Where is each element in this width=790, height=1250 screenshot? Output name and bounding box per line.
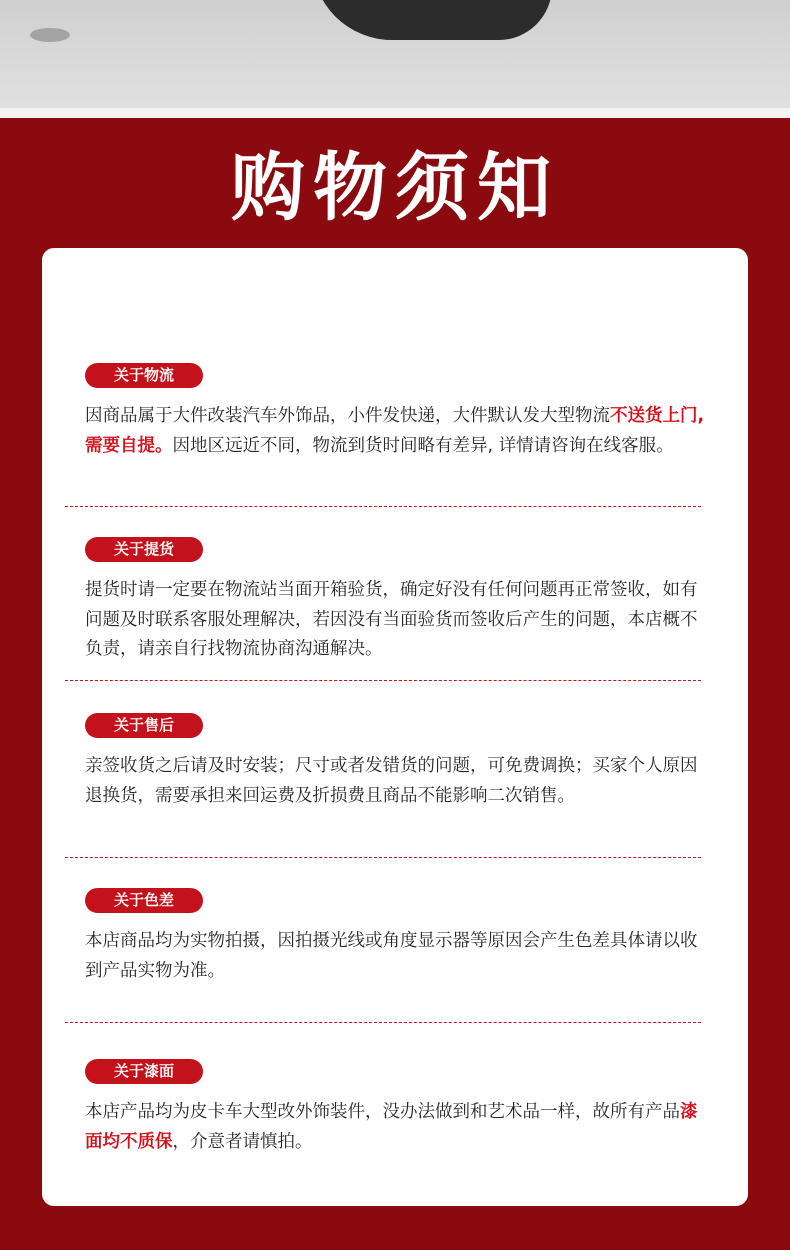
section-badge: 关于物流 [85, 363, 203, 388]
notice-card [42, 248, 748, 1206]
dashed-divider [65, 857, 701, 858]
section-badge: 关于售后 [85, 713, 203, 738]
body-text-part: 本店产品均为皮卡车大型改外饰装件，没办法做到和艺术品一样，故所有产品 [85, 1102, 680, 1122]
section-body: 提货时请一定要在物流站当面开箱验货，确定好没有任何问题再正常签收，如有问题及时联系客服处理解决，若因没有当面验货而签收后产生的问题，本店概不负责，请亲自行找物流协商沟通解决。 [85, 580, 698, 659]
ground-stain [30, 28, 70, 42]
body-text-part: 因商品属于大件改装汽车外饰品，小件发快递，大件默认发大型物流 [85, 406, 610, 426]
section-body: 亲签收货之后请及时安装；尺寸或者发错货的问题，可免费调换；买家个人原因退换货，需要承担来回运费及折损费且商品不能影响二次销售。 [85, 756, 698, 806]
body-text-part: 因地区远近不同，物流到货时间略有差异, 详情请咨询在线客服。 [172, 435, 674, 456]
body-text-part: ，介意者请慎拍。 [172, 1131, 313, 1152]
page-title: 购物须知 [231, 145, 559, 231]
section-body [85, 402, 705, 461]
dashed-divider [65, 1022, 701, 1023]
section-badge: 关于色差 [85, 888, 203, 913]
section-body: 本店商品均为实物拍摄，因拍摄光线或角度显示器等原因会产生色差具体请以收到产品实物为准。 [85, 931, 698, 981]
photo-separator [0, 108, 790, 118]
section-body [85, 1098, 705, 1157]
dashed-divider [65, 680, 701, 681]
highlight-text: 漆面均不质保 [85, 1102, 698, 1152]
product-photo-strip [0, 0, 790, 108]
tire-image [312, 0, 552, 40]
dashed-divider [65, 506, 701, 507]
highlight-text: 不送货上门, 需要自提。 [85, 406, 705, 456]
section-badge: 关于提货 [85, 537, 203, 562]
section-badge: 关于漆面 [85, 1059, 203, 1084]
